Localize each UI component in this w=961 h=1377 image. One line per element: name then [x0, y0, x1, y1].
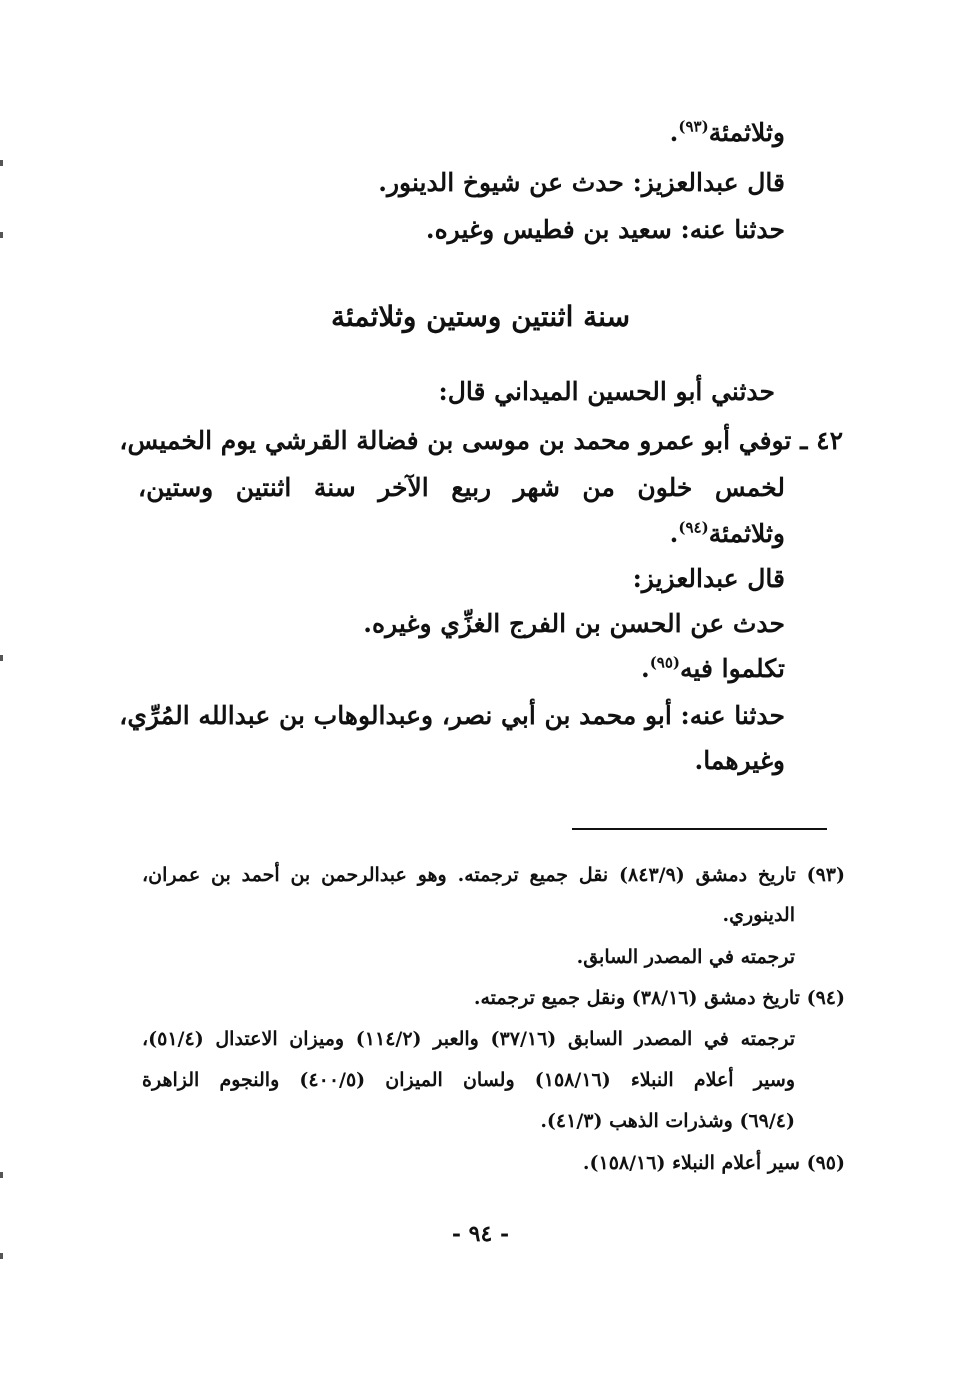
body-line: لخمس خلون من شهر ربيع الآخر سنة اثنتين وستين،	[138, 473, 785, 502]
scan-mark	[0, 1172, 3, 1178]
body-line: حدثنا عنه: أبو محمد بن أبي نصر، وعبدالوهاب بن عبدالله المُرِّي،	[119, 701, 785, 730]
body-line: وغيرهما.	[694, 746, 785, 775]
footnote-line: (٩٣) تاريخ دمشق (٨٤٣/٩) نقل جميع ترجمته. وهو عبدالرحمن بن أحمد بن عمران،	[142, 864, 845, 886]
footnote-line: (٦٩/٤) وشذرات الذهب (٤١/٣).	[540, 1110, 795, 1132]
body-line: حدث عن الحسن بن الفرج الغزِّي وغيره.	[363, 609, 785, 638]
footnote-line: الدينوري.	[722, 904, 795, 926]
body-line-punct: .	[669, 118, 679, 147]
footnote-line: وسير أعلام النبلاء (١٥٨/١٦) ولسان الميزان (٤٠٠/٥) والنجوم الزاهرة	[142, 1069, 796, 1091]
body-line	[670, 519, 785, 549]
footnote-separator	[572, 828, 827, 830]
footnote-line: ترجمته في المصدر السابق.	[576, 946, 795, 968]
section-heading: سنة اثنتين وستين وثلاثمئة	[330, 300, 631, 333]
footnote-line: (٩٤) تاريخ دمشق (٣٨/١٦) ونقل جميع ترجمته.	[473, 987, 845, 1009]
body-line-text: وثلاثمئة	[708, 519, 785, 548]
body-line-punct: .	[640, 654, 650, 683]
footnote-ref: (٩٣)	[678, 117, 709, 136]
entry-line: ٤٢ ـ توفي أبو عمرو محمد بن موسى بن فضالة القرشي يوم الخميس،	[119, 426, 843, 455]
footnote-line: (٩٥) سير أعلام النبلاء (١٥٨/١٦).	[582, 1152, 845, 1174]
scan-mark	[0, 232, 3, 238]
body-line-punct: .	[669, 519, 679, 548]
body-line: حدثني أبو الحسين الميداني قال:	[438, 377, 775, 406]
body-line-text: وثلاثمئة	[708, 118, 785, 147]
body-line	[670, 118, 785, 148]
footnote-ref: (٩٥)	[649, 653, 681, 672]
footnote-ref: (٩٤)	[678, 518, 709, 537]
scan-mark	[0, 160, 3, 166]
page-number: - ٩٤ -	[451, 1221, 510, 1247]
body-line	[641, 654, 785, 684]
scan-mark	[0, 655, 3, 661]
scan-mark	[0, 1253, 3, 1259]
footnote-line: ترجمته في المصدر السابق (٣٧/١٦) والعبر (١١٤/٢) وميزان الاعتدال (٥١/٤)،	[142, 1028, 795, 1050]
body-line: حدثنا عنه: سعيد بن فطيس وغيره.	[425, 215, 785, 244]
body-line: قال عبدالعزيز: حدث عن شيوخ الدينور.	[378, 168, 785, 197]
body-line-text: تكلموا فيه	[680, 654, 785, 683]
body-line: قال عبدالعزيز:	[632, 564, 785, 593]
